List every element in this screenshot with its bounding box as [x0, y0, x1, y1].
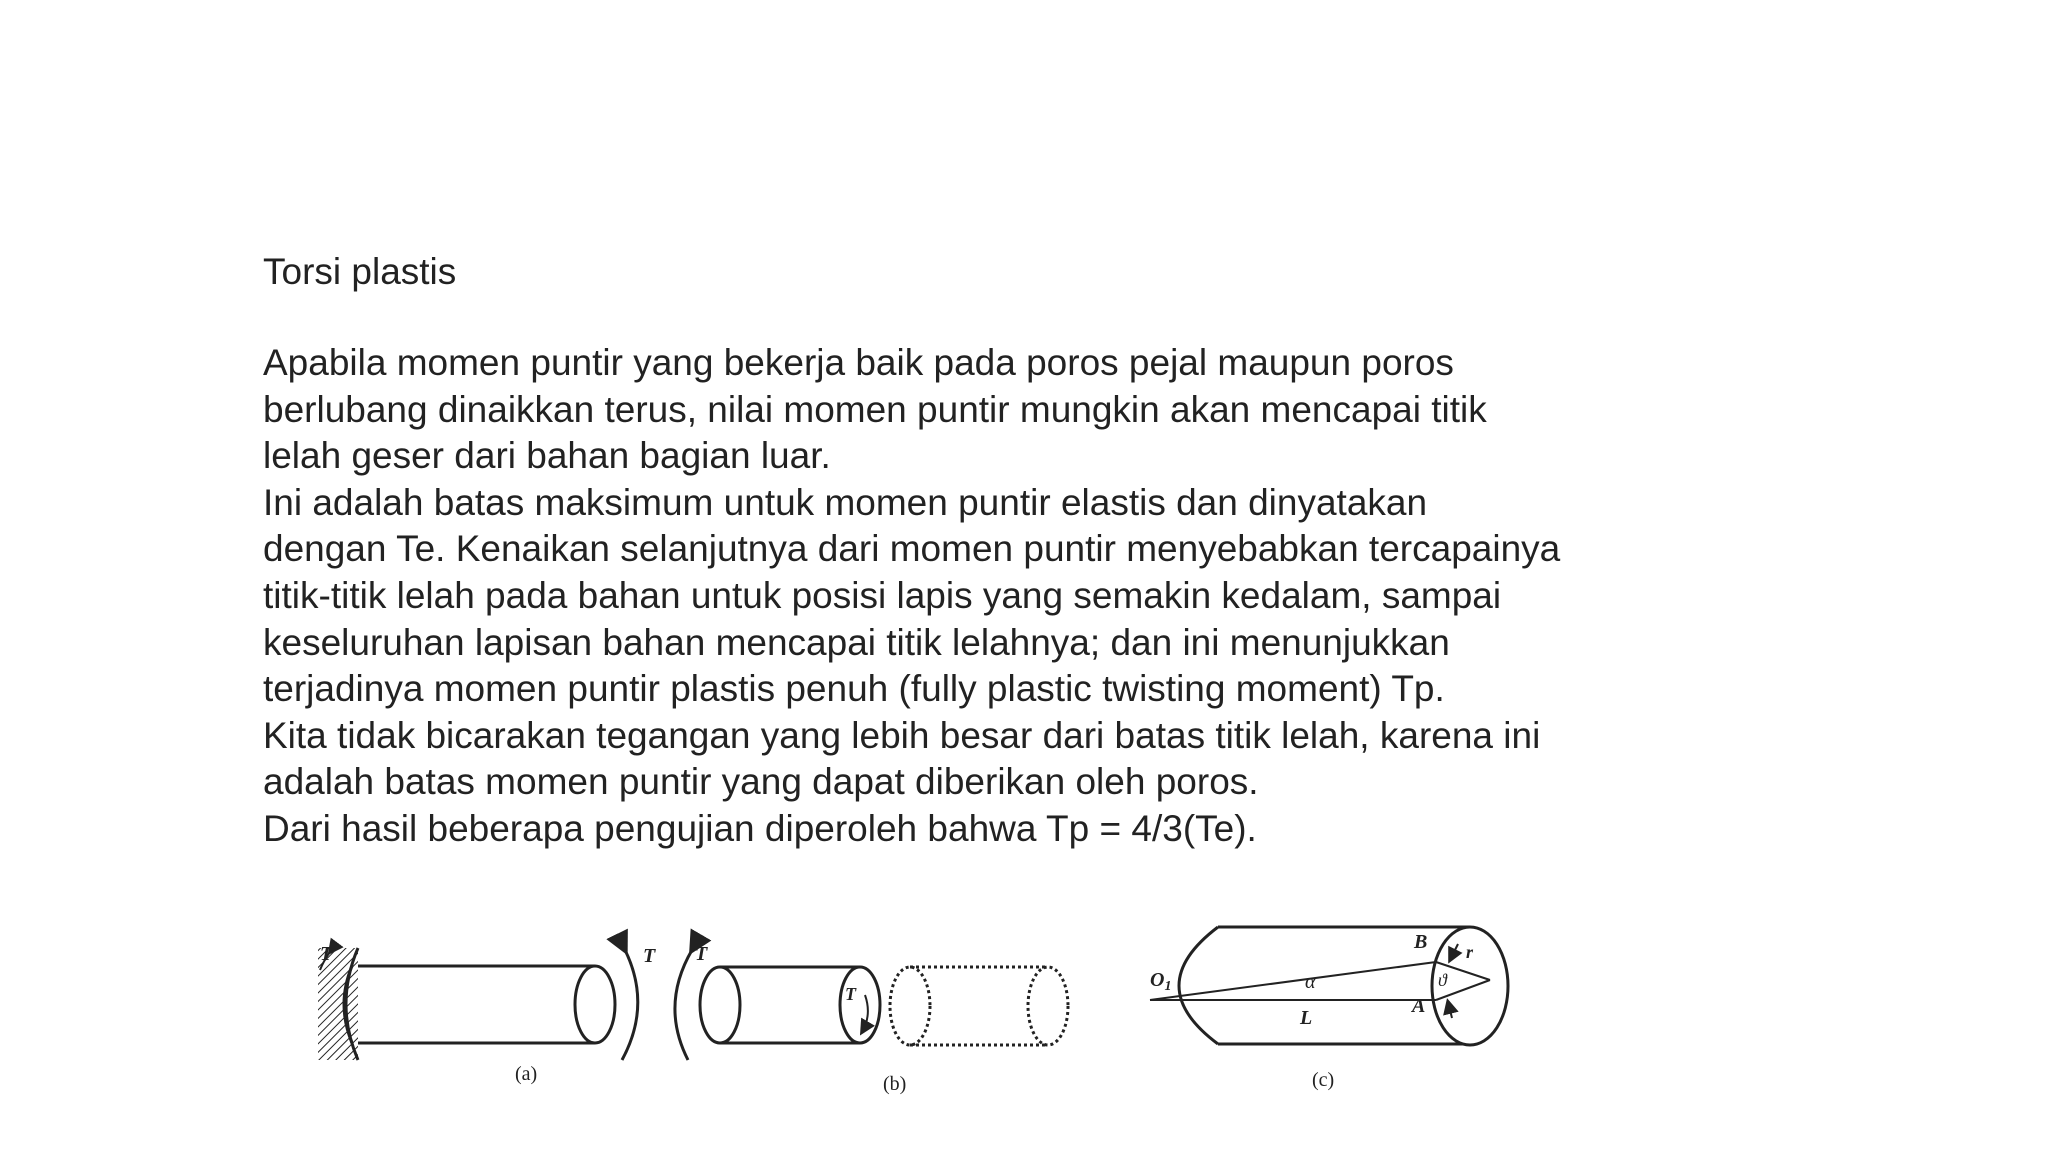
- paragraph-line: Dari hasil beberapa pengujian diperoleh bahwa Tp = 4/3(Te).: [263, 807, 1257, 849]
- paragraph-line: Apabila momen puntir yang bekerja baik pada poros pejal maupun poros: [263, 342, 1454, 383]
- figure-b-free-shaft: [675, 950, 880, 1060]
- paragraph-line: terjadinya momen puntir plastis penuh (fully plastic twisting moment) Tp.: [263, 668, 1445, 710]
- label-a: A: [1412, 995, 1426, 1017]
- label-theta: ϑ: [1438, 970, 1447, 990]
- caption-b: (b): [883, 1073, 907, 1095]
- figure-a-fixed-shaft: [318, 948, 638, 1060]
- torque-label-b-end: T: [845, 984, 856, 1004]
- torque-arrow-left: [675, 950, 692, 1060]
- torque-arrow-right: [622, 950, 638, 1060]
- paragraph-line: lelah geser dari bahan bagian luar.: [263, 435, 831, 477]
- torque-label-b-left: T: [695, 943, 708, 965]
- label-o1: $O_1$: [1150, 969, 1172, 994]
- caption-a: (a): [515, 1063, 538, 1085]
- paragraph-line: keseluruhan lapisan bahan mencapai titik lelahnya; dan ini menunjukkan: [263, 621, 1450, 663]
- paragraph-line: adalah batas momen puntir yang dapat diberikan oleh poros.: [263, 761, 1259, 803]
- paragraph-line: berlubang dinaikkan terus, nilai momen puntir mungkin akan mencapai titik: [263, 388, 1487, 430]
- torque-label-a-left: T: [320, 943, 333, 965]
- label-b: B: [1414, 931, 1428, 953]
- body-paragraph: [263, 340, 1663, 853]
- paragraph-line: dengan Te. Kenaikan selanjutnya dari momen puntir menyebabkan tercapainya: [263, 528, 1561, 570]
- paragraph-line: Ini adalah batas maksimum untuk momen puntir elastis dan dinyatakan: [263, 481, 1428, 523]
- dotted-cylinder-element: [890, 967, 1068, 1045]
- caption-c: (c): [1312, 1069, 1335, 1091]
- figure-c-twist-geometry: [1150, 927, 1508, 1045]
- label-l: L: [1300, 1007, 1313, 1029]
- paragraph-line: Kita tidak bicarakan tegangan yang lebih besar dari batas titik lelah, karena ini: [263, 714, 1541, 756]
- slide-title: Torsi plastis: [263, 251, 457, 292]
- torsion-figures: [300, 900, 1560, 1100]
- label-alpha: α: [1305, 971, 1316, 993]
- torque-label-a-right: T: [643, 945, 656, 967]
- label-r: r: [1466, 942, 1474, 962]
- paragraph-line: titik-titik lelah pada bahan untuk posisi lapis yang semakin kedalam, sampai: [263, 574, 1502, 616]
